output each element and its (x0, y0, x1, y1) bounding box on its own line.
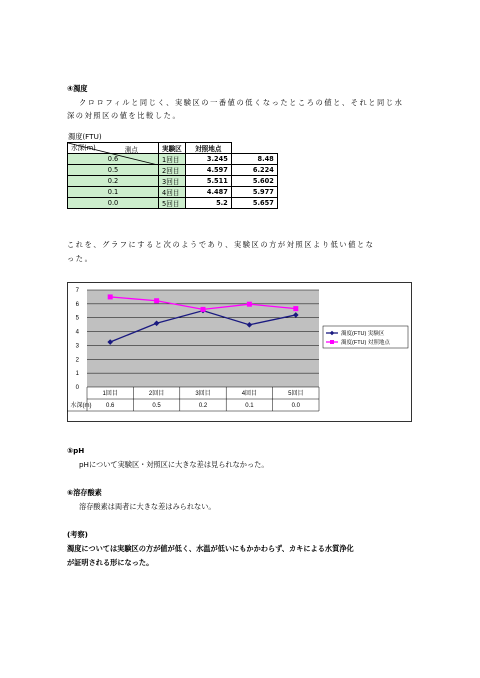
y-tick-label: 1 (75, 371, 79, 378)
experiment-value: 3.245 (185, 154, 231, 165)
turbidity-chart (67, 282, 412, 422)
x-tick-label: 5回目 (288, 391, 304, 397)
graph-text-line2: った。 (67, 254, 94, 263)
experiment-value: 4.487 (185, 187, 231, 198)
sub-header-label: 水深(m) (70, 403, 92, 409)
series-2-point (154, 298, 159, 303)
table-row (68, 198, 278, 209)
round-cell: 4回目 (159, 187, 186, 198)
x-tick-label: 4回目 (241, 391, 258, 397)
section-6-text: 溶存酸素は両者に大きな差はみられない。 (79, 502, 216, 511)
x-tick-label: 2回目 (148, 391, 165, 397)
section-5-heading: ⑤pH (67, 446, 85, 455)
y-tick-label: 3 (75, 343, 79, 350)
x-tick-label: 3回目 (195, 391, 211, 397)
table-corner-cell (68, 143, 159, 154)
header-point: 測点 (124, 146, 138, 154)
section-6-heading: ⑥溶存酸素 (67, 488, 102, 497)
series-2-point (108, 294, 113, 299)
x-subtick-label: 0.2 (198, 403, 208, 409)
section-4-text-line1: クロロフィルと同じく、実験区の一番値の低くなったところの値と、それと同じ水 (79, 98, 404, 107)
consideration-line2: が証明される形になった。 (67, 558, 154, 567)
consideration-line1: 濁度については実験区の方が値が低く、水温が低いにもかかわらず、カキによる水質浄化 (67, 544, 354, 553)
series-2-point (247, 302, 252, 307)
y-tick-label: 4 (75, 329, 79, 336)
depth-cell: 0.2 (68, 176, 159, 187)
section-4-heading: ④濁度 (67, 84, 88, 93)
series-2-point (201, 307, 206, 312)
legend-label-2: 濁度(FTU) 対照地点 (341, 340, 390, 346)
control-value: 6.224 (231, 165, 277, 176)
header-depth: 水深(m) (71, 144, 96, 152)
x-subtick-label: 0.1 (245, 403, 254, 409)
x-subtick-label: 0.0 (291, 403, 300, 409)
y-tick-label: 6 (75, 301, 79, 308)
depth-cell: 0.1 (68, 187, 159, 198)
depth-cell: 0.5 (68, 165, 159, 176)
y-tick-label: 7 (75, 288, 79, 294)
x-subtick-label: 0.5 (152, 403, 161, 409)
round-cell: 3回目 (159, 176, 186, 187)
round-cell: 5回目 (159, 198, 186, 209)
legend-marker-2 (330, 340, 334, 344)
section-5-text: pHについて実験区・対照区に大きな差は見られなかった。 (79, 460, 269, 469)
control-value: 5.657 (231, 198, 277, 209)
legend-label-1: 濁度(FTU) 実験区 (341, 331, 385, 337)
experiment-value: 5.511 (185, 176, 231, 187)
turbidity-table (67, 142, 278, 209)
plot-area (87, 290, 319, 387)
y-tick-label: 0 (75, 385, 79, 391)
header-control: 対照地点 (185, 143, 231, 154)
table-row (68, 176, 278, 187)
experiment-value: 5.2 (185, 198, 231, 209)
x-tick-label: 1回目 (102, 391, 118, 397)
y-tick-label: 5 (75, 315, 79, 322)
y-tick-label: 2 (75, 357, 79, 364)
table-row (68, 187, 278, 198)
header-experiment: 実験区 (159, 143, 186, 154)
table-caption: 濁度(FTU) (68, 132, 102, 141)
round-cell: 2回目 (159, 165, 186, 176)
table-row (68, 165, 278, 176)
graph-text-line1: これを、グラフにすると次のようであり、実験区の方が対照区より低い値とな (67, 240, 375, 249)
x-subtick-label: 0.6 (106, 403, 115, 409)
experiment-value: 4.597 (185, 165, 231, 176)
depth-cell: 0.6 (68, 154, 159, 165)
consideration-heading: (考察) (67, 530, 88, 539)
series-2-point (293, 306, 298, 311)
control-value: 8.48 (231, 154, 277, 165)
control-value: 5.977 (231, 187, 277, 198)
depth-cell: 0.0 (68, 198, 159, 209)
section-4-text-line2: 深の対照区の値を比較した。 (67, 111, 182, 120)
round-cell: 1回目 (159, 154, 186, 165)
control-value: 5.602 (231, 176, 277, 187)
